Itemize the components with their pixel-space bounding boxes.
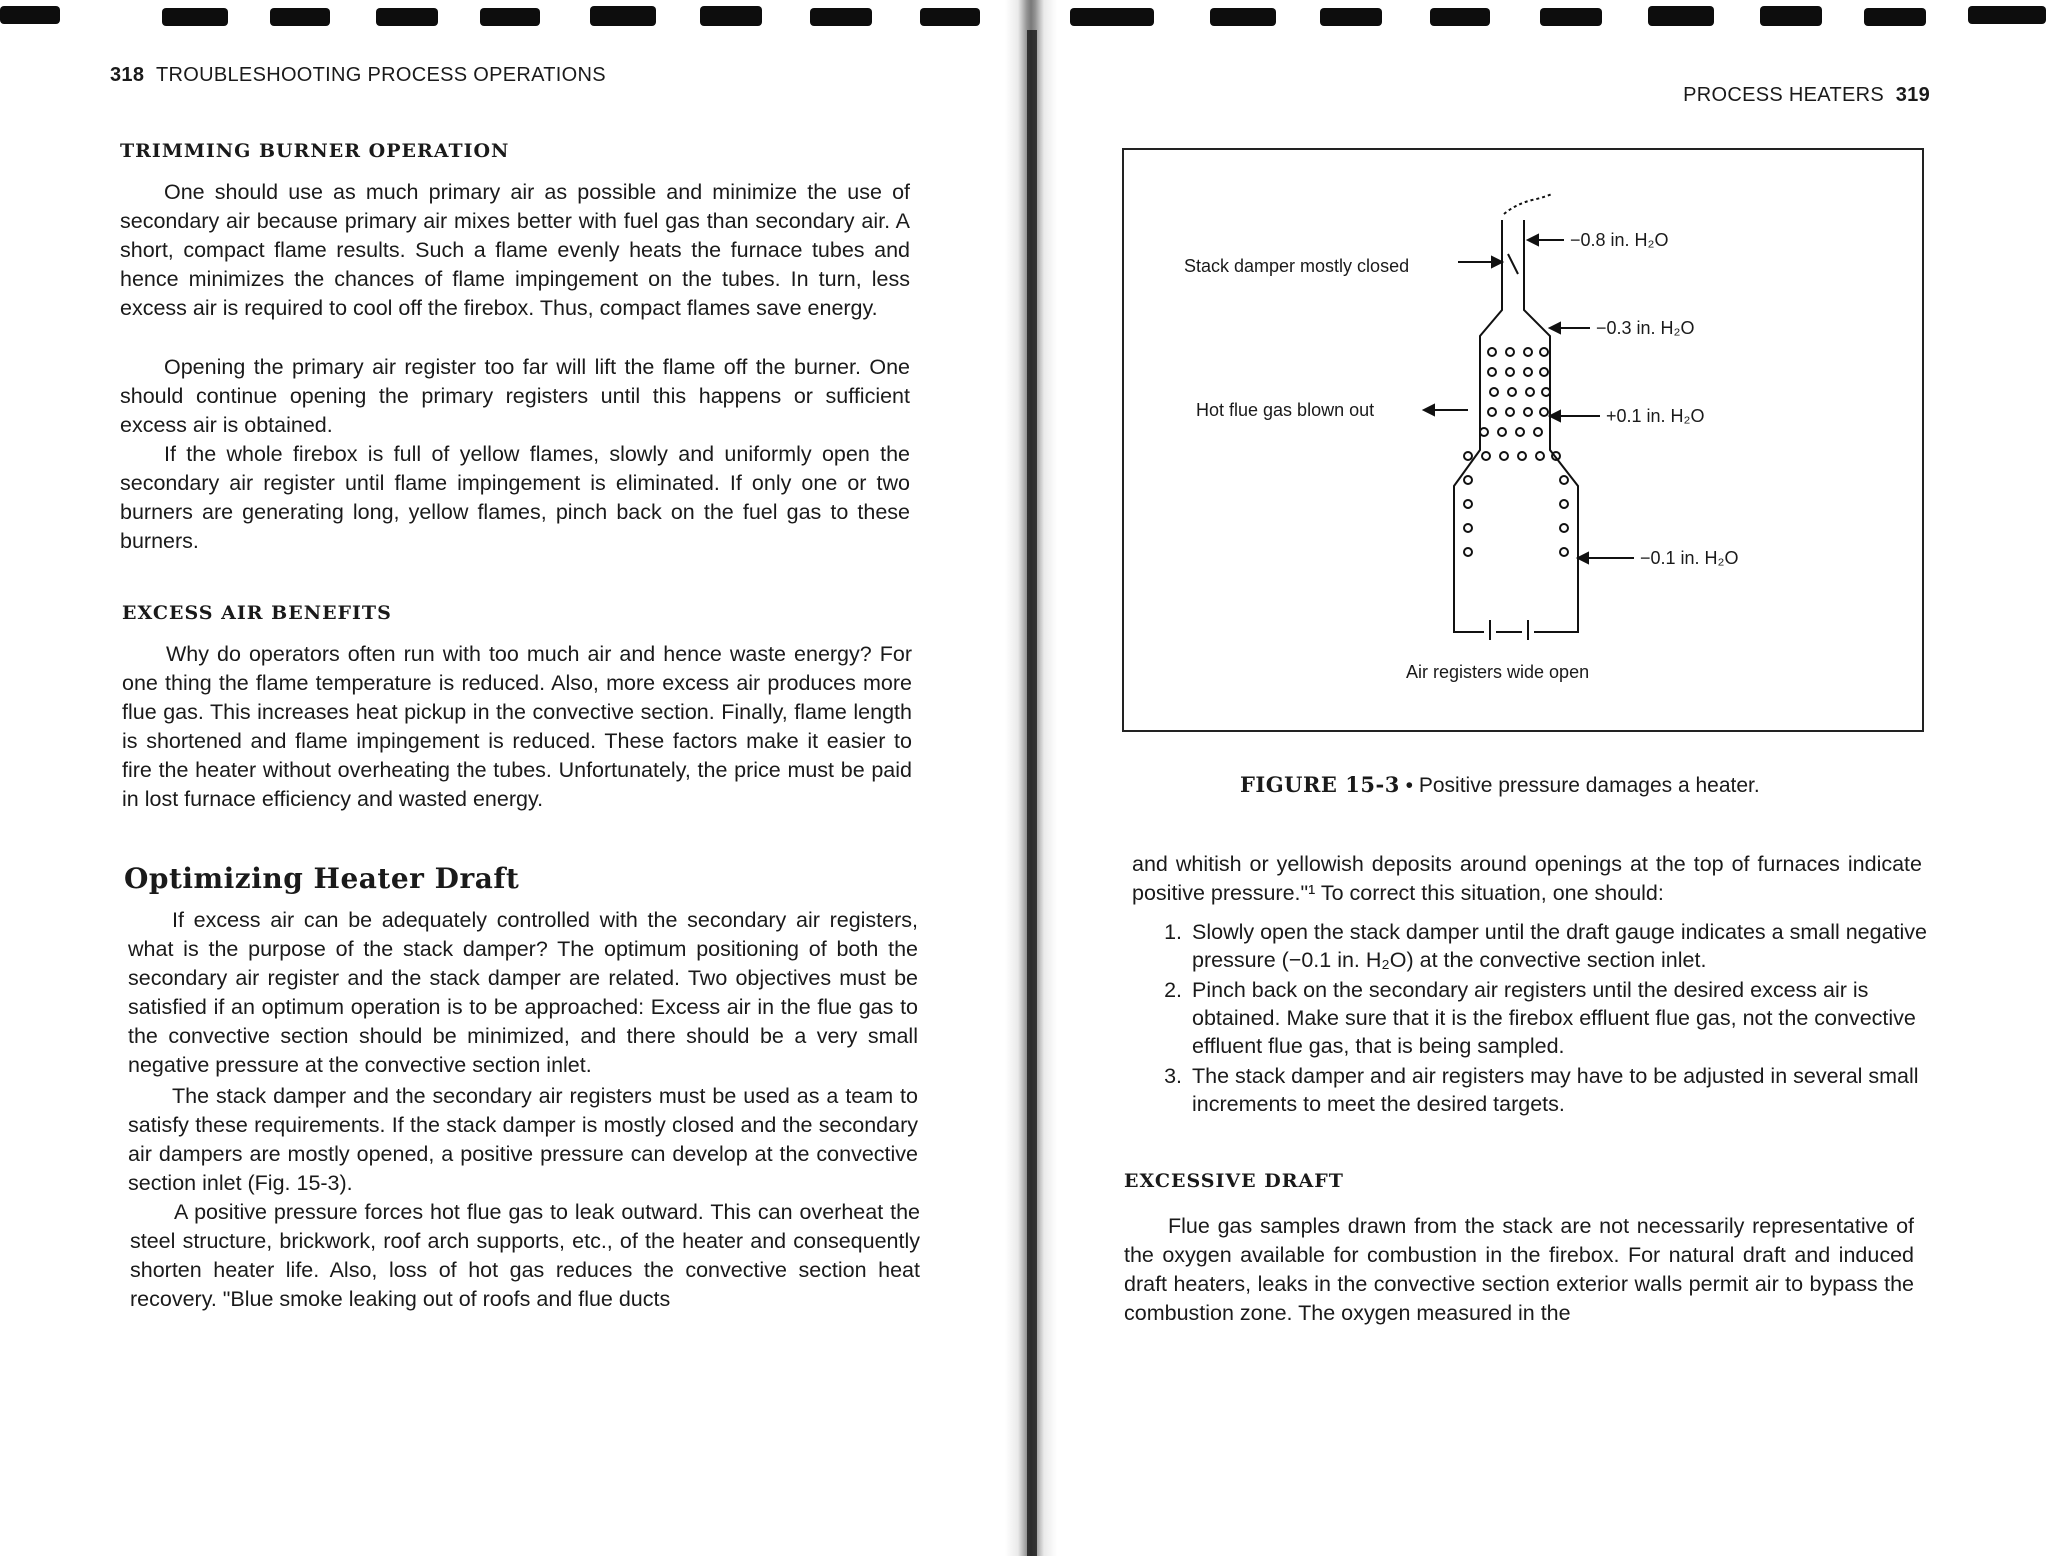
list-item: 3. The stack damper and air registers may have to be adjusted in several small increments to meet the desired targets. (1188, 1062, 1948, 1118)
left-running-title: TROUBLESHOOTING PROCESS OPERATIONS (156, 64, 606, 86)
figure-number: FIGURE 15-3 (1240, 772, 1400, 797)
left-page (110, 0, 920, 1556)
paragraph-excess-air: Why do operators often run with too much air and hence waste energy? For one thing the flame temperature is reduced. Also, more excess air produces more flue gas. This increases heat pickup in the convective section. Finally, flame length is shortened and flame impingement is reduced. These factors make it easier to fire the heater without overheating the tubes. Unfortunately, the price must be paid in lost furnace efficiency and wasted energy. (122, 642, 912, 811)
stack-damper (1508, 254, 1518, 274)
firebox-left-wall (1454, 370, 1480, 620)
heading-trimming-burner: TRIMMING BURNER OPERATION (120, 140, 510, 162)
figure-heater-diagram (1122, 148, 1924, 732)
label-pressure-convection: −0.3 in. H₂O (1596, 318, 1695, 338)
label-air-registers: Air registers wide open (1406, 662, 1590, 682)
corrective-steps-list (1140, 918, 1948, 1120)
paragraph-optimizing-1: If excess air can be adequately controlled with the secondary air registers, what is the purpose of the stack damper? The optimum positioning of both the secondary air register and the stack damper are related. Two objectives must be satisfied if an optimum operation is to be approached: Excess air in the flue gas to the convective section should be minimized, and there should be a very small negative pressure at the convective section inlet. (128, 908, 918, 1077)
right-page-number: 319 (1895, 84, 1930, 106)
label-pressure-firebox-top: +0.1 in. H₂O (1606, 406, 1705, 426)
paragraph-optimizing-2: The stack damper and the secondary air registers must be used as a team to satisfy these requirements. If the stack damper is mostly closed and the secondary air dampers are mostly opened, a positive pressure can develop at the convective section inlet (Fig. 15-3). (128, 1084, 918, 1195)
paragraph-trimming-3: If the whole firebox is full of yellow flames, slowly and uniformly open the secondary air register until flame impingement is eliminated. If only one or two burners are generating long, yellow flames, pinch back on the fuel gas to these burners. (120, 442, 910, 553)
figure-caption: FIGURE 15-3 • Positive pressure damages a heater. (1240, 772, 1760, 797)
label-hot-flue-gas: Hot flue gas blown out (1196, 400, 1375, 420)
label-pressure-firebox: −0.1 in. H₂O (1640, 548, 1739, 568)
list-item: 1. Slowly open the stack damper until the draft gauge indicates a small negative pressure (−0.1 in. H₂O) at the convective section inlet. (1188, 918, 1948, 974)
right-running-title: PROCESS HEATERS (1683, 84, 1884, 106)
heading-excess-air: EXCESS AIR BENEFITS (122, 602, 392, 624)
left-page-number: 318 (110, 64, 145, 86)
heading-excessive-draft: EXCESSIVE DRAFT (1124, 1170, 1344, 1192)
paragraph-optimizing-3: A positive pressure forces hot flue gas to leak outward. This can overheat the steel structure, brickwork, roof arch supports, etc., of the heater and consequently shorten heater life. Also, loss of hot gas reduces the convective section heat recovery. "Blue smoke leaking out of roofs and flue ducts (130, 1200, 920, 1311)
heater-diagram (1124, 150, 1926, 734)
label-stack-damper: Stack damper mostly closed (1184, 256, 1410, 276)
paragraph-trimming-1: One should use as much primary air as possible and minimize the use of secondary air because primary air mixes better with fuel gas than secondary air. A short, compact flame results. Such a flame evenly heats the furnace tubes and hence minimizes the chances of flame impingement on the tubes. In turn, less excess air is required to cool off the firebox. Thus, compact flames save energy. (120, 180, 910, 320)
paragraph-trimming-2: Opening the primary air register too far will lift the flame off the burner. One should continue opening the primary registers until this happens or sufficient excess air is obtained. (120, 355, 910, 437)
left-running-head (110, 64, 606, 87)
paragraph-excessive-draft: Flue gas samples drawn from the stack are not necessarily representative of the oxygen available for combustion in the firebox. For natural draft and induced draft heaters, leaks in the convective section exterior walls permit air to bypass the combustion zone. The oxygen measured in the (1124, 1214, 1914, 1325)
firebox-floor (1454, 620, 1578, 632)
paragraph-continuation: and whitish or yellowish deposits around openings at the top of furnaces indicate positive pressure."¹ To correct this situation, one should: (1132, 852, 1922, 905)
heading-optimizing-draft: Optimizing Heater Draft (124, 862, 520, 895)
label-pressure-stack: −0.8 in. H₂O (1570, 230, 1669, 250)
firebox-right-wall (1550, 370, 1578, 620)
smoke-wisp (1504, 194, 1552, 214)
book-spine (1027, 30, 1037, 1556)
right-page (1100, 0, 1930, 1556)
right-running-head (1683, 84, 1930, 107)
figure-caption-text: Positive pressure damages a heater. (1418, 774, 1760, 797)
list-item: 2. Pinch back on the secondary air registers until the desired excess air is obtained. Make sure that it is the firebox effluent flue gas, not the convective effluent flue gas, that is being sampled. (1188, 976, 1948, 1060)
